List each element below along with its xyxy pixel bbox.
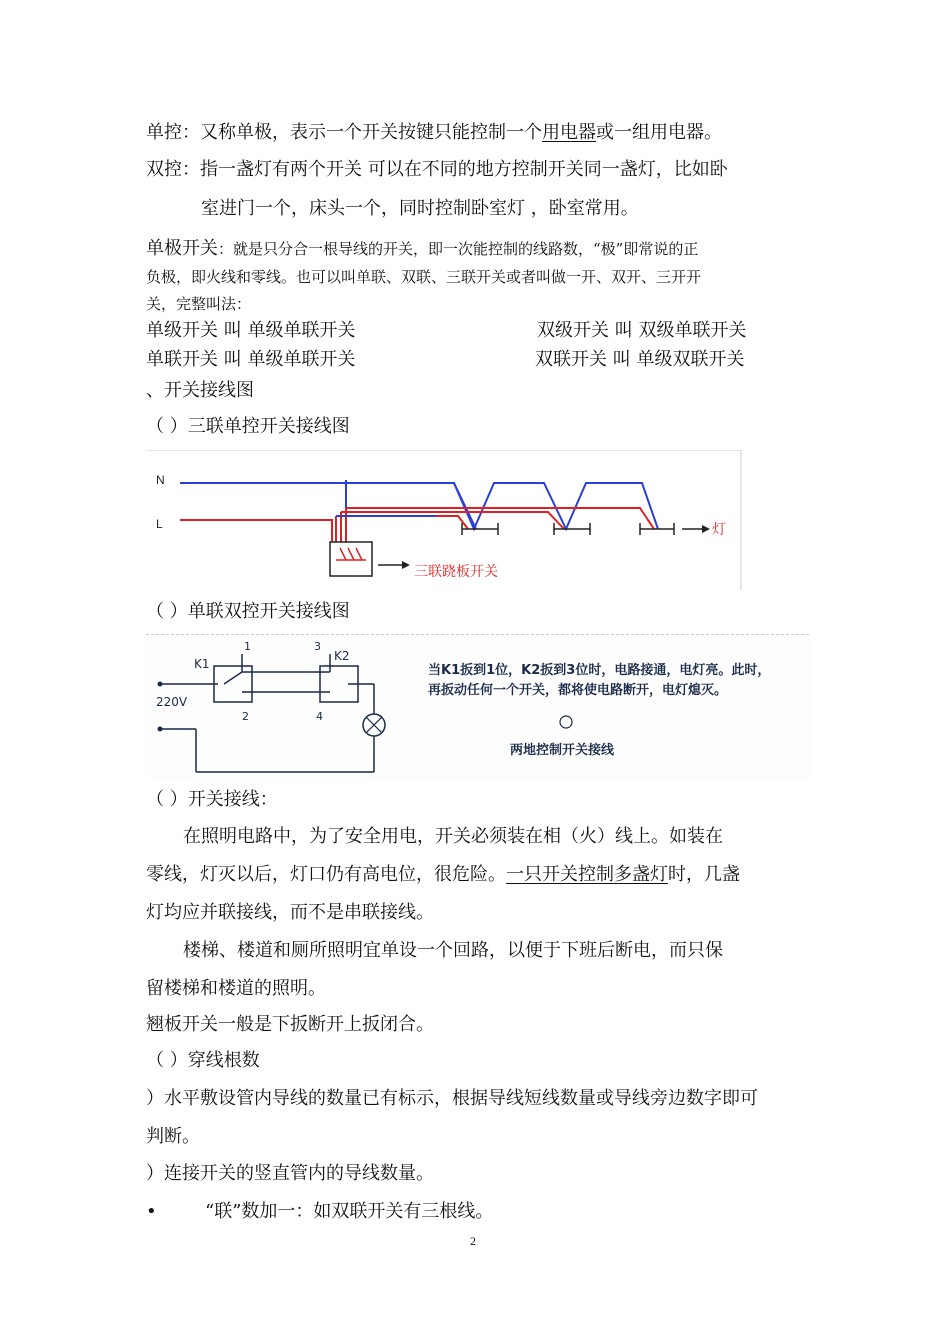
lamp-arrow-icon xyxy=(682,525,710,533)
pos-3-label: 3 xyxy=(314,640,321,653)
term: 单极开关 xyxy=(146,238,218,259)
two-way-switch-diagram xyxy=(146,634,810,778)
page-number: 2 xyxy=(470,1234,476,1248)
k2-label: K2 xyxy=(334,649,350,663)
neutral-label: N xyxy=(156,473,165,487)
para-wire-count-line3: ）连接开关的竖直管内的导线数量。 xyxy=(146,1163,434,1184)
pos-4-label: 4 xyxy=(316,710,323,723)
name-row-2b: 双联开关 叫 单级双联开关 xyxy=(535,349,745,370)
text: ：就是只分合一根导线的开关，即一次能控制的线路数，“极”即常说的正 xyxy=(218,240,699,258)
text: 单控：又称单极，表示一个开关按键只能控制一个 xyxy=(146,122,542,143)
bullet-text: “联”数加一：如双联开关有三根线。 xyxy=(205,1201,494,1222)
note-line-1: 当K1扳到1位，K2扳到3位时，电路接通，电灯亮。此时， xyxy=(428,663,771,678)
neutral-wire xyxy=(180,483,658,529)
lamp-label: 灯 xyxy=(712,522,726,538)
para-wire-count-line1: ）水平敷设管内导线的数量已有标示，根据导线短线数量或导线旁边数字即可 xyxy=(146,1088,758,1109)
live-wire xyxy=(180,520,332,545)
para-double-control-line2: 室进门一个，床头一个，同时控制卧室灯 ，卧室常用。 xyxy=(201,198,639,219)
switch-arrow-icon xyxy=(378,561,410,569)
para-single-pole-line2: 负极，即火线和零线。也可以叫单联、双联、三联开关或者叫做一开、双开、三开开 xyxy=(146,268,702,286)
underlined-term: 一只开关控制多盏灯 xyxy=(506,864,668,885)
text: 或一组用电器。 xyxy=(596,122,722,143)
bullet-mark: • xyxy=(146,1201,157,1222)
text: 零线，灯灭以后，灯口仍有高电位，很危险。 xyxy=(146,864,506,885)
para-single-control xyxy=(146,122,722,144)
triple-switch-box xyxy=(330,542,372,576)
switch-terminal-1 xyxy=(462,523,498,535)
para-stairs-line1: 楼梯、楼道和厕所照明宜单设一个回路，以便于下班后断电，而只保 xyxy=(183,940,723,961)
section-triple-single: （ ）三联单控开关接线图 xyxy=(146,416,350,437)
para-safety-line2 xyxy=(146,864,740,886)
lamp-icon xyxy=(363,714,385,736)
section-switch-wiring: （ ）开关接线： xyxy=(146,789,278,810)
switch-label: 三联跷板开关 xyxy=(414,564,498,580)
triple-switch-wiring-diagram xyxy=(146,450,742,590)
name-row-1a: 单级开关 叫 单级单联开关 xyxy=(146,320,356,341)
para-safety-line3: 灯均应并联接线，而不是串联接线。 xyxy=(146,902,434,923)
underlined-term: 用电器 xyxy=(542,122,596,143)
section-wiring: 、开关接线图 xyxy=(146,380,254,401)
para-wire-count-line2: 判断。 xyxy=(146,1126,200,1147)
section-wire-count: （ ）穿线根数 xyxy=(146,1050,260,1071)
para-double-control-line1: 双控：指一盏灯有两个开关 可以在不同的地方控制开关同一盏灯，比如卧 xyxy=(146,159,728,180)
para-rocker-switch: 翘板开关一般是下扳断开上扳闭合。 xyxy=(146,1014,434,1035)
para-single-pole-line1 xyxy=(146,238,698,260)
note-line-2: 再扳动任何一个开关，都将使电路断开，电灯熄灭。 xyxy=(428,683,728,698)
pos-2-label: 2 xyxy=(242,710,249,723)
para-single-pole-line3: 关，完整叫法： xyxy=(146,295,252,313)
section-single-double: （ ）单联双控开关接线图 xyxy=(146,601,350,622)
para-safety-line1: 在照明电路中，为了安全用电，开关必须装在相（火）线上。如装在 xyxy=(183,826,723,847)
live-label: L xyxy=(156,517,163,531)
pos-1-label: 1 xyxy=(244,640,251,653)
k1-label: K1 xyxy=(194,657,210,671)
para-stairs-line2: 留楼梯和楼道的照明。 xyxy=(146,978,326,999)
name-row-2a: 单联开关 叫 单级单联开关 xyxy=(146,349,356,370)
text: 时，几盏 xyxy=(668,864,740,885)
name-row-1b: 双级开关 叫 双级单联开关 xyxy=(537,320,747,341)
diagram-caption: 两地控制开关接线 xyxy=(510,743,615,758)
voltage-label: 220V xyxy=(156,695,188,709)
